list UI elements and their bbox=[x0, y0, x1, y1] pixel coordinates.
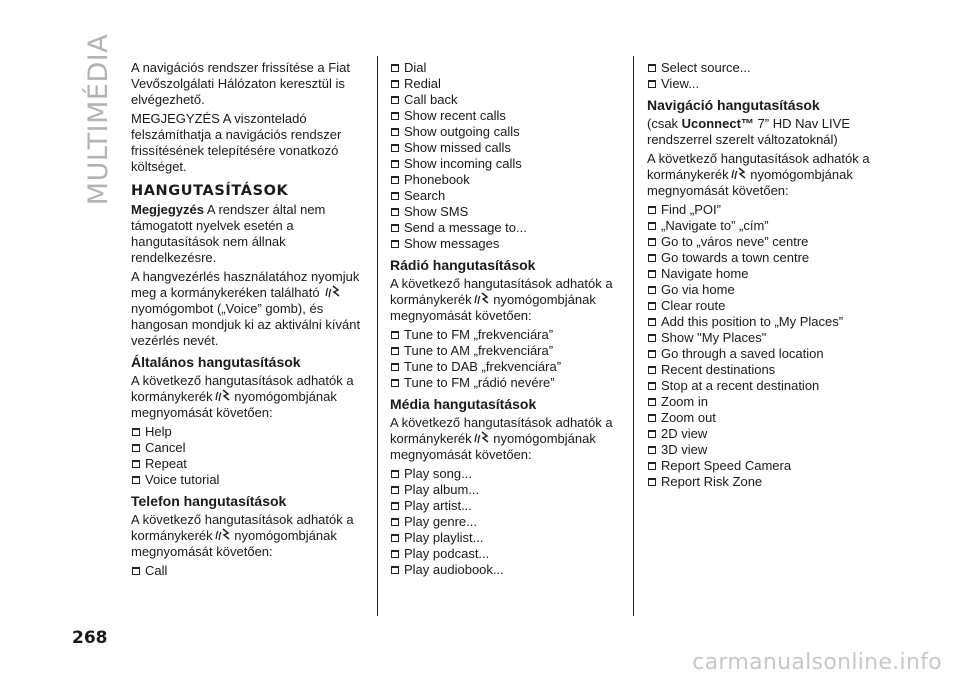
paragraph bbox=[131, 512, 363, 560]
command-item bbox=[647, 234, 879, 250]
command-text: Show "My Places" bbox=[661, 330, 767, 345]
bullet-icon bbox=[648, 398, 656, 406]
bullet-icon bbox=[648, 462, 656, 470]
command-item bbox=[390, 204, 622, 220]
bullet-icon bbox=[391, 224, 399, 232]
paragraph bbox=[647, 151, 879, 199]
paragraph bbox=[647, 116, 879, 148]
command-item bbox=[647, 458, 879, 474]
bullet-icon bbox=[391, 502, 399, 510]
bullet-icon bbox=[391, 347, 399, 355]
command-text: Call back bbox=[404, 92, 458, 107]
bullet-icon bbox=[132, 428, 140, 436]
command-text: View... bbox=[661, 76, 700, 91]
bullet-icon bbox=[132, 444, 140, 452]
command-text: Show incoming calls bbox=[404, 156, 522, 171]
bullet-icon bbox=[391, 176, 399, 184]
command-text: Find „POI” bbox=[661, 202, 721, 217]
command-item bbox=[131, 440, 363, 456]
command-list bbox=[390, 60, 622, 252]
command-text: Show SMS bbox=[404, 204, 469, 219]
column-1 bbox=[131, 60, 363, 582]
command-list bbox=[647, 202, 879, 490]
bullet-icon bbox=[132, 476, 140, 484]
column-divider bbox=[633, 56, 634, 616]
command-text: Go towards a town centre bbox=[661, 250, 810, 265]
command-text: Tune to FM „rádió nevére” bbox=[404, 375, 555, 390]
bullet-icon bbox=[648, 334, 656, 342]
command-item bbox=[647, 298, 879, 314]
command-text: Send a message to... bbox=[404, 220, 527, 235]
command-text: Tune to DAB „frekvenciára” bbox=[404, 359, 562, 374]
command-item bbox=[390, 140, 622, 156]
command-text: Add this position to „My Places” bbox=[661, 314, 844, 329]
command-item bbox=[390, 92, 622, 108]
command-item bbox=[647, 426, 879, 442]
paragraph bbox=[131, 373, 363, 421]
command-text: Zoom out bbox=[661, 410, 716, 425]
bullet-icon bbox=[648, 286, 656, 294]
command-text: Report Risk Zone bbox=[661, 474, 763, 489]
paragraph: A navigációs rendszer frissítése a Fiat Vevőszolgálati Hálózaton keresztül is elvégezhető. bbox=[131, 60, 350, 107]
column-divider bbox=[377, 56, 378, 616]
command-text: Play song... bbox=[404, 466, 472, 481]
command-item bbox=[390, 359, 622, 375]
command-item bbox=[647, 346, 879, 362]
command-text: Redial bbox=[404, 76, 441, 91]
command-list bbox=[390, 327, 622, 391]
command-text: Phonebook bbox=[404, 172, 470, 187]
command-item bbox=[131, 456, 363, 472]
bullet-icon bbox=[391, 96, 399, 104]
bullet-icon bbox=[648, 254, 656, 262]
command-text: „Navigate to” „cím” bbox=[661, 218, 769, 233]
command-item bbox=[390, 156, 622, 172]
bullet-icon bbox=[132, 567, 140, 575]
text: A következő hangutasítások adhatók a kormánykerék bbox=[131, 512, 354, 543]
bullet-icon bbox=[648, 270, 656, 278]
command-item bbox=[647, 76, 879, 92]
command-text: Report Speed Camera bbox=[661, 458, 792, 473]
command-item bbox=[647, 394, 879, 410]
command-text: Go through a saved location bbox=[661, 346, 824, 361]
section-heading: Telefon hangutasítások bbox=[131, 493, 287, 509]
bullet-icon bbox=[648, 382, 656, 390]
paragraph bbox=[390, 276, 622, 324]
command-list bbox=[390, 466, 622, 578]
command-text: Voice tutorial bbox=[145, 472, 220, 487]
command-text: Stop at a recent destination bbox=[661, 378, 820, 393]
bullet-icon bbox=[391, 64, 399, 72]
bullet-icon bbox=[648, 302, 656, 310]
command-text: Select source... bbox=[661, 60, 751, 75]
voice-command-icon bbox=[729, 167, 747, 181]
command-text: Show recent calls bbox=[404, 108, 506, 123]
text: A következő hangutasítások adhatók a kormánykerék bbox=[131, 373, 354, 404]
voice-command-icon bbox=[472, 431, 490, 445]
voice-command-icon bbox=[213, 528, 231, 542]
command-text: Show outgoing calls bbox=[404, 124, 520, 139]
bullet-icon bbox=[391, 192, 399, 200]
product-name: Uconnect™ bbox=[681, 116, 754, 131]
bullet-icon bbox=[648, 222, 656, 230]
command-item bbox=[390, 498, 622, 514]
bullet-icon bbox=[648, 446, 656, 454]
bullet-icon bbox=[648, 64, 656, 72]
command-text: 3D view bbox=[661, 442, 708, 457]
bullet-icon bbox=[648, 318, 656, 326]
command-item bbox=[390, 220, 622, 236]
command-item bbox=[647, 202, 879, 218]
text: nyomógombot („Voice” gomb), és hangosan mondjuk ki az aktiválni kívánt vezérlés nevét. bbox=[131, 301, 361, 348]
command-item bbox=[390, 124, 622, 140]
bullet-icon bbox=[391, 518, 399, 526]
command-text: Play artist... bbox=[404, 498, 472, 513]
command-item bbox=[131, 424, 363, 440]
bullet-icon bbox=[391, 80, 399, 88]
bullet-icon bbox=[132, 460, 140, 468]
bullet-icon bbox=[648, 414, 656, 422]
bullet-icon bbox=[391, 128, 399, 136]
text: (csak bbox=[647, 116, 682, 131]
bullet-icon bbox=[391, 379, 399, 387]
command-item bbox=[647, 250, 879, 266]
section-title-text: MULTIMÉDIA bbox=[83, 33, 115, 206]
section-heading: Média hangutasítások bbox=[390, 396, 537, 412]
command-list bbox=[647, 60, 879, 92]
bullet-icon bbox=[391, 566, 399, 574]
paragraph: MEGJEGYZÉS A viszonteladó felszámíthatja a navigációs rendszer frissítésének telepítésére vonatkozó költséget. bbox=[131, 111, 342, 174]
command-item bbox=[390, 546, 622, 562]
column-2 bbox=[390, 60, 622, 581]
command-text: Clear route bbox=[661, 298, 726, 313]
text: nyomógombjának megnyomását követően: bbox=[647, 167, 853, 198]
command-text: Play podcast... bbox=[404, 546, 490, 561]
command-item bbox=[390, 108, 622, 124]
text: nyomógombjának megnyomását követően: bbox=[131, 389, 337, 420]
bullet-icon bbox=[391, 240, 399, 248]
note-text: A rendszer által nem támogatott nyelvek esetén a hangutasítások nem állnak rendelkezésre. bbox=[131, 202, 326, 265]
command-text: Repeat bbox=[145, 456, 187, 471]
command-text: Recent destinations bbox=[661, 362, 776, 377]
command-text: Show missed calls bbox=[404, 140, 511, 155]
text: nyomógombjának megnyomását követően: bbox=[390, 431, 596, 462]
command-item bbox=[390, 76, 622, 92]
command-text: Show messages bbox=[404, 236, 500, 251]
command-text: Play genre... bbox=[404, 514, 477, 529]
command-text: Help bbox=[145, 424, 172, 439]
command-text: Play playlist... bbox=[404, 530, 484, 545]
command-item bbox=[390, 188, 622, 204]
command-text: Tune to FM „frekvenciára” bbox=[404, 327, 554, 342]
command-text: Play audiobook... bbox=[404, 562, 504, 577]
note-paragraph bbox=[131, 202, 363, 266]
text: A következő hangutasítások adhatók a kormánykerék bbox=[390, 415, 613, 446]
text: 7” HD Nav LIVE rendszerrel szerelt változatoknál) bbox=[647, 116, 850, 147]
watermark: carmanualsonline.info bbox=[692, 650, 942, 675]
bullet-icon bbox=[391, 160, 399, 168]
command-text: Navigate home bbox=[661, 266, 749, 281]
command-item bbox=[647, 362, 879, 378]
command-item bbox=[131, 563, 363, 579]
command-item bbox=[647, 410, 879, 426]
section-heading: Navigáció hangutasítások bbox=[647, 97, 820, 113]
text: A következő hangutasítások adhatók a kormánykerék bbox=[647, 151, 870, 182]
text: A következő hangutasítások adhatók a kormánykerék bbox=[390, 276, 613, 307]
bullet-icon bbox=[391, 363, 399, 371]
command-item bbox=[647, 60, 879, 76]
bullet-icon bbox=[391, 208, 399, 216]
command-text: Zoom in bbox=[661, 394, 708, 409]
command-item bbox=[390, 530, 622, 546]
command-item bbox=[390, 236, 622, 252]
paragraph bbox=[131, 269, 363, 349]
command-item bbox=[390, 343, 622, 359]
command-text: Go to „város neve” centre bbox=[661, 234, 809, 249]
voice-command-icon bbox=[472, 292, 490, 306]
bullet-icon bbox=[648, 366, 656, 374]
paragraph bbox=[390, 415, 622, 463]
command-text: Call bbox=[145, 563, 168, 578]
command-item bbox=[647, 218, 879, 234]
bullet-icon bbox=[391, 470, 399, 478]
command-item bbox=[647, 442, 879, 458]
command-item bbox=[647, 378, 879, 394]
bullet-icon bbox=[648, 430, 656, 438]
command-list bbox=[131, 563, 363, 579]
command-text: Cancel bbox=[145, 440, 186, 455]
command-text: Search bbox=[404, 188, 446, 203]
bullet-icon bbox=[391, 144, 399, 152]
main-heading: HANGUTASÍTÁSOK bbox=[131, 183, 289, 199]
command-text: Play album... bbox=[404, 482, 480, 497]
command-item bbox=[647, 474, 879, 490]
note-label: Megjegyzés bbox=[131, 202, 204, 217]
command-text: Tune to AM „frekvenciára” bbox=[404, 343, 554, 358]
page-number: 268 bbox=[72, 628, 108, 648]
command-item bbox=[647, 266, 879, 282]
section-title bbox=[83, 33, 115, 206]
voice-command-icon bbox=[213, 389, 231, 403]
bullet-icon bbox=[391, 112, 399, 120]
command-item bbox=[647, 330, 879, 346]
command-item bbox=[390, 60, 622, 76]
command-item bbox=[390, 482, 622, 498]
bullet-icon bbox=[648, 80, 656, 88]
text: nyomógombjának megnyomását követően: bbox=[390, 292, 596, 323]
bullet-icon bbox=[648, 238, 656, 246]
section-heading: Általános hangutasítások bbox=[131, 354, 301, 370]
voice-command-icon bbox=[323, 285, 341, 299]
command-item bbox=[131, 472, 363, 488]
bullet-icon bbox=[391, 534, 399, 542]
command-item bbox=[390, 375, 622, 391]
command-text: Dial bbox=[404, 60, 427, 75]
text: A hangvezérlés használatához nyomjuk meg a kormánykeréken található bbox=[131, 269, 360, 300]
bullet-icon bbox=[391, 331, 399, 339]
bullet-icon bbox=[648, 350, 656, 358]
command-item bbox=[390, 562, 622, 578]
text: nyomógombjának megnyomását követően: bbox=[131, 528, 337, 559]
bullet-icon bbox=[391, 550, 399, 558]
command-text: 2D view bbox=[661, 426, 708, 441]
command-item bbox=[647, 314, 879, 330]
section-heading: Rádió hangutasítások bbox=[390, 257, 536, 273]
command-item bbox=[390, 514, 622, 530]
command-item bbox=[390, 172, 622, 188]
column-3 bbox=[647, 60, 879, 493]
command-item bbox=[390, 466, 622, 482]
command-list bbox=[131, 424, 363, 488]
bullet-icon bbox=[648, 206, 656, 214]
command-item bbox=[390, 327, 622, 343]
bullet-icon bbox=[391, 486, 399, 494]
command-item bbox=[647, 282, 879, 298]
command-text: Go via home bbox=[661, 282, 735, 297]
bullet-icon bbox=[648, 478, 656, 486]
